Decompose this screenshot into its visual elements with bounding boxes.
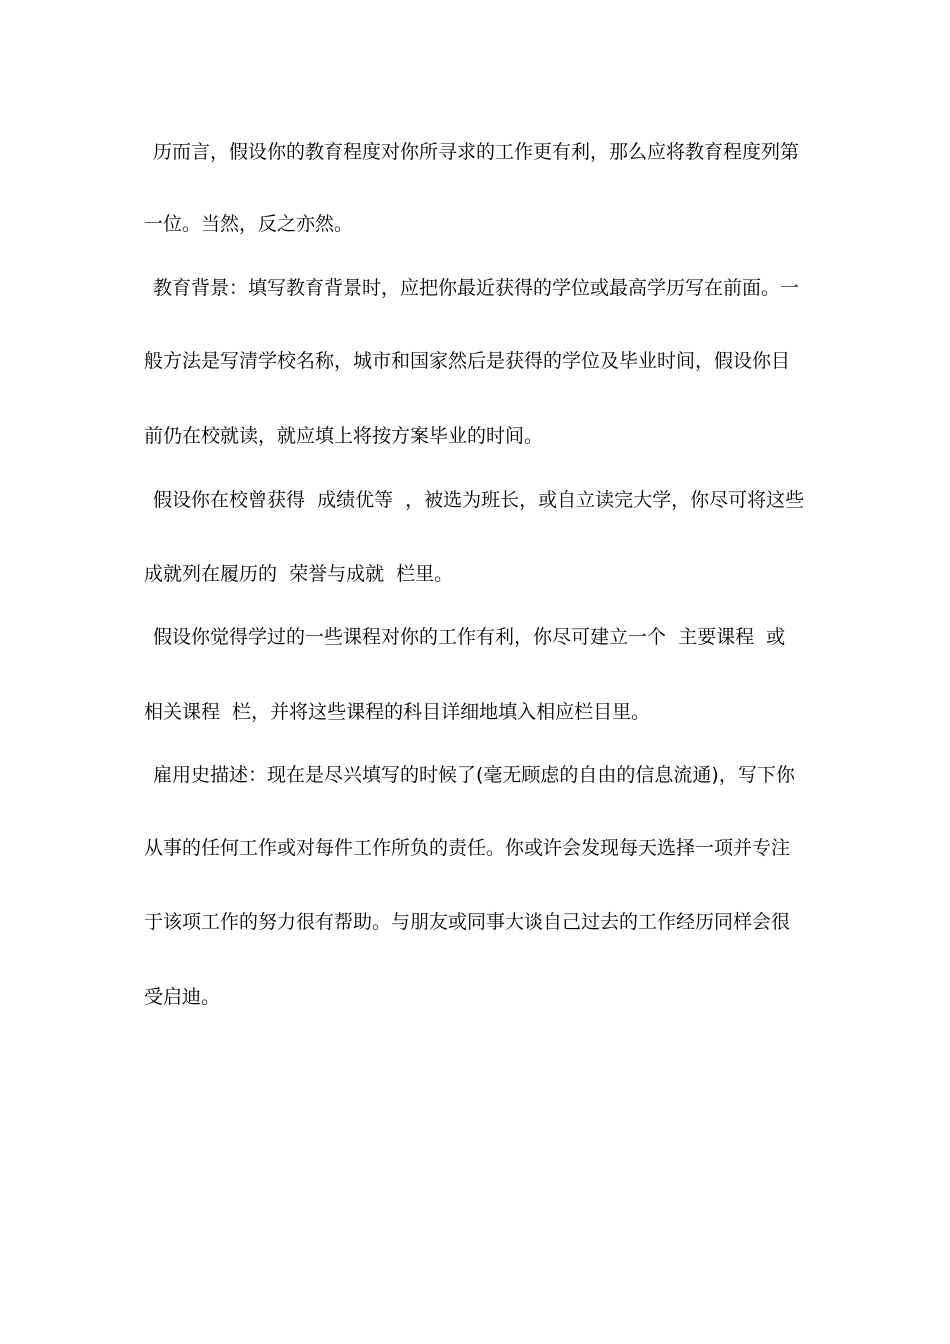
text-line: 假设你在校曾获得 成绩优等 ，被选为班长，或自立读完大学，你尽可将这些	[153, 489, 805, 511]
text-line: 前仍在校就读，就应填上将按方案毕业的时间。	[144, 425, 544, 447]
text-line: 相关课程 栏，并将这些课程的科目详细地填入相应栏目里。	[144, 701, 651, 723]
text-line: 假设你觉得学过的一些课程对你的工作有利，你尽可建立一个 主要课程 或	[153, 626, 786, 648]
text-line: 教育背景：填写教育背景时，应把你最近获得的学位或最高学历写在前面。一	[153, 277, 800, 299]
text-line: 从事的任何工作或对每件工作所负的责任。你或许会发现每天选择一项并专注	[144, 837, 791, 859]
text-line: 历而言，假设你的教育程度对你所寻求的工作更有利，那么应将教育程度列第	[153, 141, 800, 163]
text-line: 雇用史描述：现在是尽兴填写的时候了(毫无顾虑的自由的信息流通)，写下你	[153, 764, 795, 786]
text-line: 成就列在履历的 荣誉与成就 栏里。	[144, 563, 454, 585]
text-line: 一位。当然，反之亦然。	[144, 213, 354, 235]
text-line: 般方法是写清学校名称，城市和国家然后是获得的学位及毕业时间，假设你目	[144, 350, 791, 372]
text-line: 于该项工作的努力很有帮助。与朋友或同事大谈自己过去的工作经历同样会很	[144, 911, 791, 933]
text-line: 受启迪。	[144, 986, 221, 1008]
